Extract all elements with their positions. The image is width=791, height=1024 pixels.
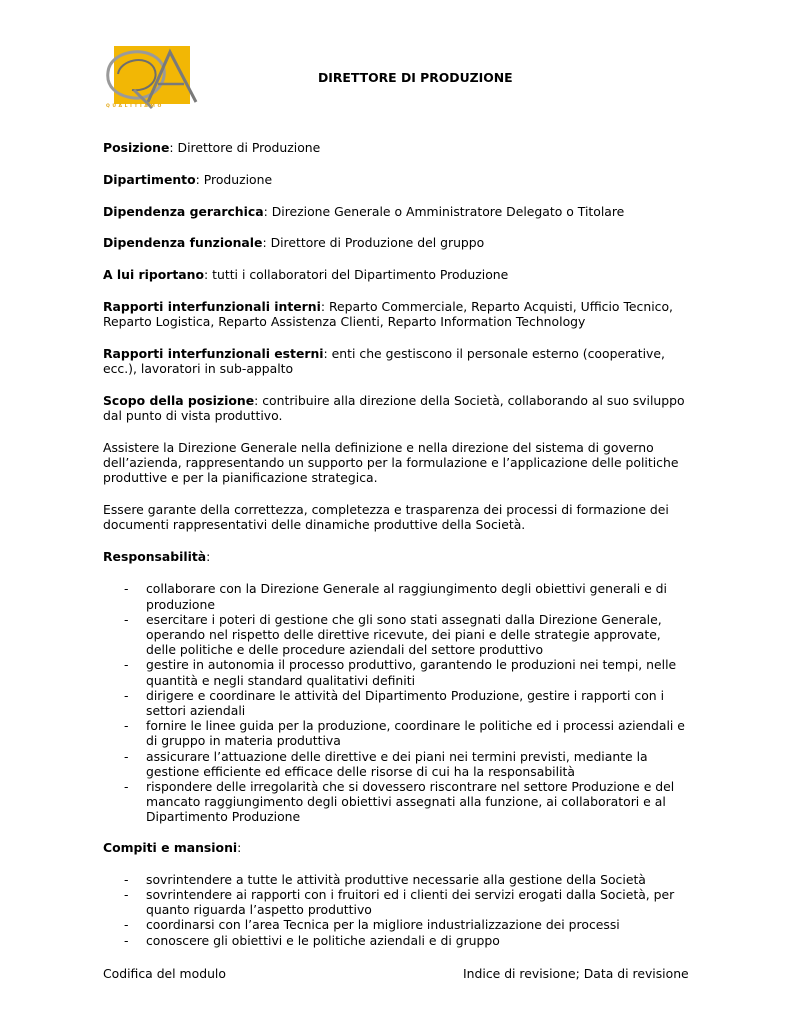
footer-revision: Indice di revisione; Data di revisione (463, 966, 689, 981)
list-item-text: rispondere delle irregolarità che si dovessero riscontrare nel settore Produzione e del mancato raggiungimento degli obiettivi assegnati alla funzione, ai collaboratori e al Dipartimento Produzione (146, 779, 675, 825)
field-dipartimento (103, 172, 693, 187)
list-item-text: sovrintendere a tutte le attività produttive necessarie alla gestione della Società (146, 871, 646, 887)
list-item-text: coordinarsi con l’area Tecnica per la migliore industrializzazione dei processi (146, 917, 620, 933)
field-label: Dipartimento (103, 171, 196, 187)
paragraph: Essere garante della correttezza, completezza e trasparenza dei processi di formazione dei documenti rappresentativi delle dinamiche produttive della Società. (103, 502, 669, 533)
field-label: Rapporti interfunzionali interni (103, 298, 321, 314)
document-body (103, 140, 693, 963)
field-value: : Direttore di Produzione del gruppo (262, 235, 485, 251)
list-item-text: fornire le linee guida per la produzione, coordinare le politiche ed i processi aziendali e di gruppo in materia produttiva (146, 718, 685, 749)
bullet-dash: - (124, 657, 129, 673)
heading-colon: : (206, 549, 211, 565)
bullet-dash: - (124, 871, 129, 887)
field-dipendenza-funzionale (103, 235, 693, 250)
field-a-lui-riportano (103, 267, 693, 282)
field-label: Scopo della posizione (103, 392, 255, 408)
bullet-dash: - (124, 779, 129, 795)
field-value: : contribuire alla direzione della Società, collaborando al suo sviluppo dal punto di vista produttivo. (103, 392, 685, 424)
bullet-dash: - (124, 917, 129, 933)
list-item (103, 581, 693, 611)
field-label: Rapporti interfunzionali esterni (103, 345, 324, 361)
bullet-dash: - (124, 581, 129, 597)
bullet-dash: - (124, 887, 129, 903)
heading-colon: : (237, 839, 242, 855)
bullet-dash: - (124, 611, 129, 627)
section-heading: Compiti e mansioni (103, 839, 238, 855)
logo-wordmark: QUALITIAMO (106, 104, 164, 109)
bullet-dash: - (124, 687, 129, 703)
list-item-text: collaborare con la Direzione Generale al raggiungimento degli obiettivi generali e di produzione (146, 581, 667, 612)
compiti-heading (103, 840, 693, 855)
field-rapporti-interni (103, 299, 693, 329)
list-item-text: dirigere e coordinare le attività del Dipartimento Produzione, gestire i rapporti con i settori aziendali (146, 687, 665, 719)
responsabilita-list (103, 581, 693, 824)
field-value: : Reparto Commerciale, Reparto Acquisti, Ufficio Tecnico, Reparto Logistica, Reparto Assistenza Clienti, Reparto Information Technology (103, 298, 673, 330)
responsabilita-heading (103, 549, 693, 564)
list-item (103, 887, 693, 917)
field-label: Posizione (103, 140, 170, 155)
field-rapporti-esterni (103, 346, 693, 376)
field-value: : tutti i collaboratori del Dipartimento Produzione (204, 267, 509, 283)
field-label: A lui riportano (103, 267, 205, 283)
field-label: Dipendenza gerarchica (103, 203, 264, 219)
list-item-text: gestire in autonomia il processo produttivo, garantendo le produzioni nei tempi, nelle quantità e negli standard qualitativi definiti (146, 657, 677, 688)
field-dipendenza-gerarchica (103, 204, 693, 219)
field-value: : Direzione Generale o Amministratore Delegato o Titolare (263, 203, 625, 219)
list-item (103, 688, 693, 718)
list-item (103, 779, 693, 825)
list-item-text: assicurare l’attuazione delle direttive e dei piani nei termini previsti, mediante la gestione efficiente ed efficace delle risorse di cui ha la responsabilità (146, 748, 648, 779)
list-item (103, 749, 693, 779)
footer-module-code: Codifica del modulo (103, 966, 226, 981)
bullet-dash: - (124, 748, 129, 764)
list-item (103, 872, 693, 887)
field-value: : enti che gestiscono il personale esterno (cooperative, ecc.), lavoratori in sub-appalto (103, 345, 665, 377)
list-item-text: sovrintendere ai rapporti con i fruitori ed i clienti dei servizi erogati dalla Società, per quanto riguarda l’aspetto produttivo (146, 887, 675, 918)
field-label: Dipendenza funzionale (103, 235, 263, 251)
document-title: DIRETTORE DI PRODUZIONE (318, 70, 513, 85)
list-item-text: esercitare i poteri di gestione che gli sono stati assegnati dalla Direzione Generale, operando nel rispetto delle direttive ricevute, dei piani e delle strategie approvate, delle politiche e delle procedure aziendali del settore produttivo (146, 611, 662, 658)
bullet-dash: - (124, 718, 129, 734)
list-item (103, 612, 693, 658)
list-item-text: conoscere gli obiettivi e le politiche aziendali e di gruppo (146, 932, 500, 948)
field-value: : Direttore di Produzione (169, 140, 321, 155)
field-posizione (103, 140, 693, 155)
list-item (103, 657, 693, 687)
compiti-list (103, 872, 693, 948)
field-value: : Produzione (195, 171, 273, 187)
section-heading: Responsabilità (103, 549, 207, 565)
field-scopo-posizione (103, 393, 693, 423)
bullet-dash: - (124, 932, 129, 948)
paragraph: Assistere la Direzione Generale nella definizione e nella direzione del sistema di governo dell’azienda, rappresentando un supporto per la formulazione e l’applicazione delle politiche produttive e per la pianificazione strategica. (103, 439, 679, 486)
list-item (103, 917, 693, 932)
list-item (103, 718, 693, 748)
list-item (103, 933, 693, 948)
